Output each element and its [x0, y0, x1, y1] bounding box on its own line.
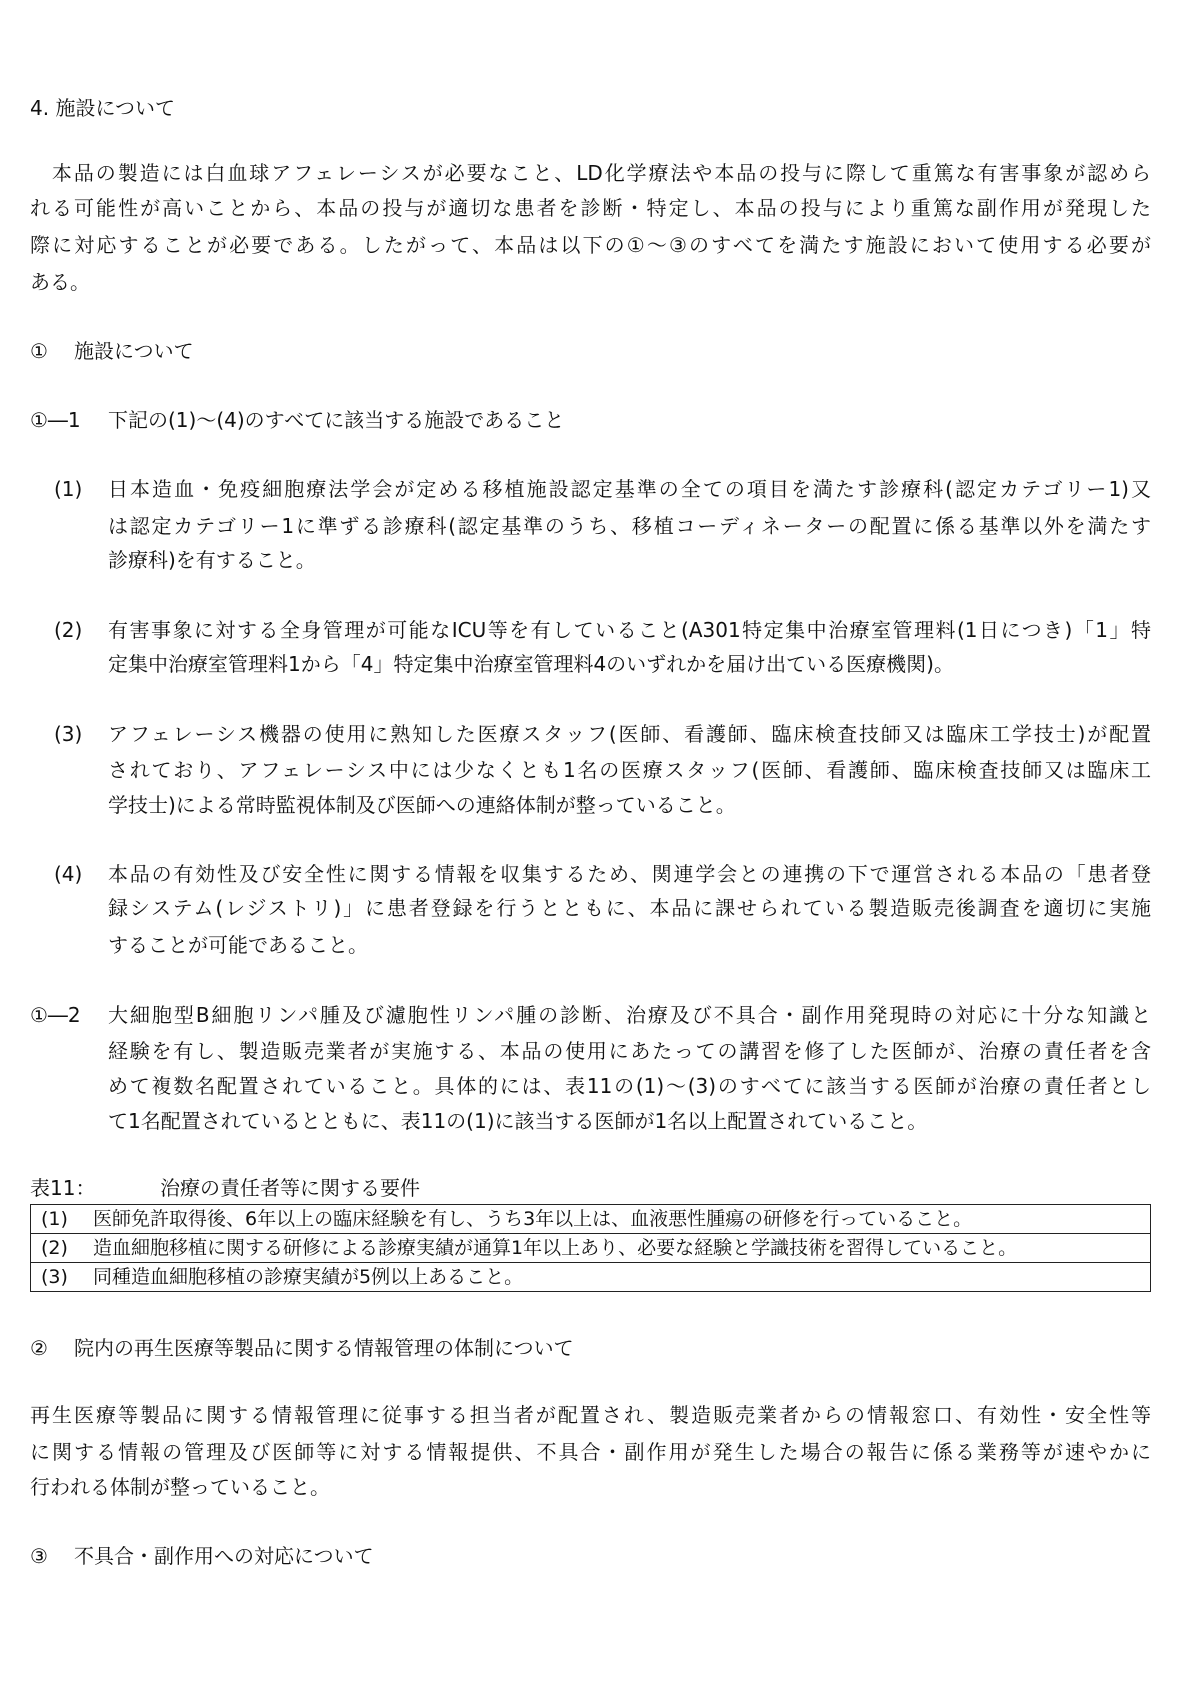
text-line: されており、アフェレーシス中には少なくとも1名の医療スタッフ(医師、看護師、臨床検査技師又は臨床工 — [108, 758, 1151, 782]
text-line: 際に対応することが必要である。したがって、本品は以下の①～③のすべてを満たす施設において使用する必要が — [30, 233, 1151, 257]
text-line: 大細胞型B細胞リンパ腫及び濾胞性リンパ腫の診断、治療及び不具合・副作用発現時の対応に十分な知識と — [108, 1003, 1151, 1027]
section-title: 4. 施設について — [30, 96, 176, 120]
text-line: 再生医療等製品に関する情報管理に従事する担当者が配置され、製造販売業者からの情報窓口、有効性・安全性等 — [30, 1403, 1151, 1427]
table-row — [31, 1263, 1151, 1292]
heading-1-1-number: ①―1 — [30, 408, 81, 432]
text-line: することが可能であること。 — [108, 933, 368, 957]
row-number: (2) — [41, 1237, 68, 1259]
text-line: に関する情報の管理及び医師等に対する情報提供、不具合・副作用が発生した場合の報告に係る業務等が速やかに — [30, 1440, 1151, 1464]
text-line: 診療科)を有すること。 — [108, 548, 316, 572]
heading-1-1: 下記の(1)～(4)のすべてに該当する施設であること — [108, 408, 565, 432]
text-line: 経験を有し、製造販売業者が実施する、本品の使用にあたっての講習を修了した医師が、治療の責任者を含 — [108, 1039, 1151, 1063]
item-number: (3) — [54, 722, 83, 746]
heading-2-number: ② — [30, 1336, 48, 1360]
text-line: て1名配置されているとともに、表11の(1)に該当する医師が1名以上配置されていること。 — [108, 1109, 928, 1133]
requirements-table — [30, 1204, 1151, 1292]
text-line: 本品の製造には白血球アフェレーシスが必要なこと、LD化学療法や本品の投与に際して重篤な有害事象が認めら — [30, 161, 1151, 185]
heading-1: 施設について — [74, 339, 194, 363]
heading-1-number: ① — [30, 339, 48, 363]
text-line: アフェレーシス機器の使用に熟知した医療スタッフ(医師、看護師、臨床検査技師又は臨床工学技士)が配置 — [108, 722, 1151, 746]
item-number: (2) — [54, 618, 83, 642]
row-number: (3) — [41, 1266, 68, 1288]
text-line: 日本造血・免疫細胞療法学会が定める移植施設認定基準の全ての項目を満たす診療科(認定カテゴリー1)又 — [108, 477, 1151, 501]
text-line: 録システム(レジストリ)」に患者登録を行うとともに、本品に課せられている製造販売後調査を適切に実施 — [108, 896, 1151, 920]
table-row — [31, 1234, 1151, 1263]
text-line: 有害事象に対する全身管理が可能なICU等を有していること(A301特定集中治療室管理料(1日につき)「1」特 — [108, 618, 1151, 642]
text-line: 行われる体制が整っていること。 — [30, 1475, 330, 1499]
item-number: (4) — [54, 862, 83, 886]
text-line: 本品の有効性及び安全性に関する情報を収集するため、関連学会との連携の下で運営される本品の「患者登 — [108, 862, 1151, 886]
text-line: れる可能性が高いことから、本品の投与が適切な患者を診断・特定し、本品の投与により重篤な副作用が発現した — [30, 196, 1151, 220]
row-text: 医師免許取得後、6年以上の臨床経験を有し、うち3年以上は、血液悪性腫瘍の研修を行っていること。 — [93, 1208, 973, 1230]
row-text: 同種造血細胞移植の診療実績が5例以上あること。 — [93, 1266, 524, 1288]
heading-3-number: ③ — [30, 1544, 48, 1568]
text-line: ある。 — [30, 270, 90, 294]
text-line: 定集中治療室管理料1から「4」特定集中治療室管理料4のいずれかを届け出ている医療機関)。 — [108, 652, 954, 676]
heading-2: 院内の再生医療等製品に関する情報管理の体制について — [74, 1336, 574, 1360]
heading-1-2-number: ①―2 — [30, 1003, 81, 1027]
table-label: 表11： — [30, 1176, 96, 1200]
row-number: (1) — [41, 1208, 68, 1230]
text-line: 学技士)による常時監視体制及び医師への連絡体制が整っていること。 — [108, 793, 736, 817]
text-line: は認定カテゴリー1に準ずる診療科(認定基準のうち、移植コーディネーターの配置に係る基準以外を満たす — [108, 514, 1151, 538]
row-text: 造血細胞移植に関する研修による診療実績が通算1年以上あり、必要な経験と学識技術を習得していること。 — [93, 1237, 1018, 1259]
item-number: (1) — [54, 477, 83, 501]
text-line: めて複数名配置されていること。具体的には、表11の(1)～(3)のすべてに該当する医師が治療の責任者とし — [108, 1074, 1151, 1098]
table-row — [31, 1205, 1151, 1234]
heading-3: 不具合・副作用への対応について — [74, 1544, 374, 1568]
table-caption: 治療の責任者等に関する要件 — [160, 1176, 420, 1200]
